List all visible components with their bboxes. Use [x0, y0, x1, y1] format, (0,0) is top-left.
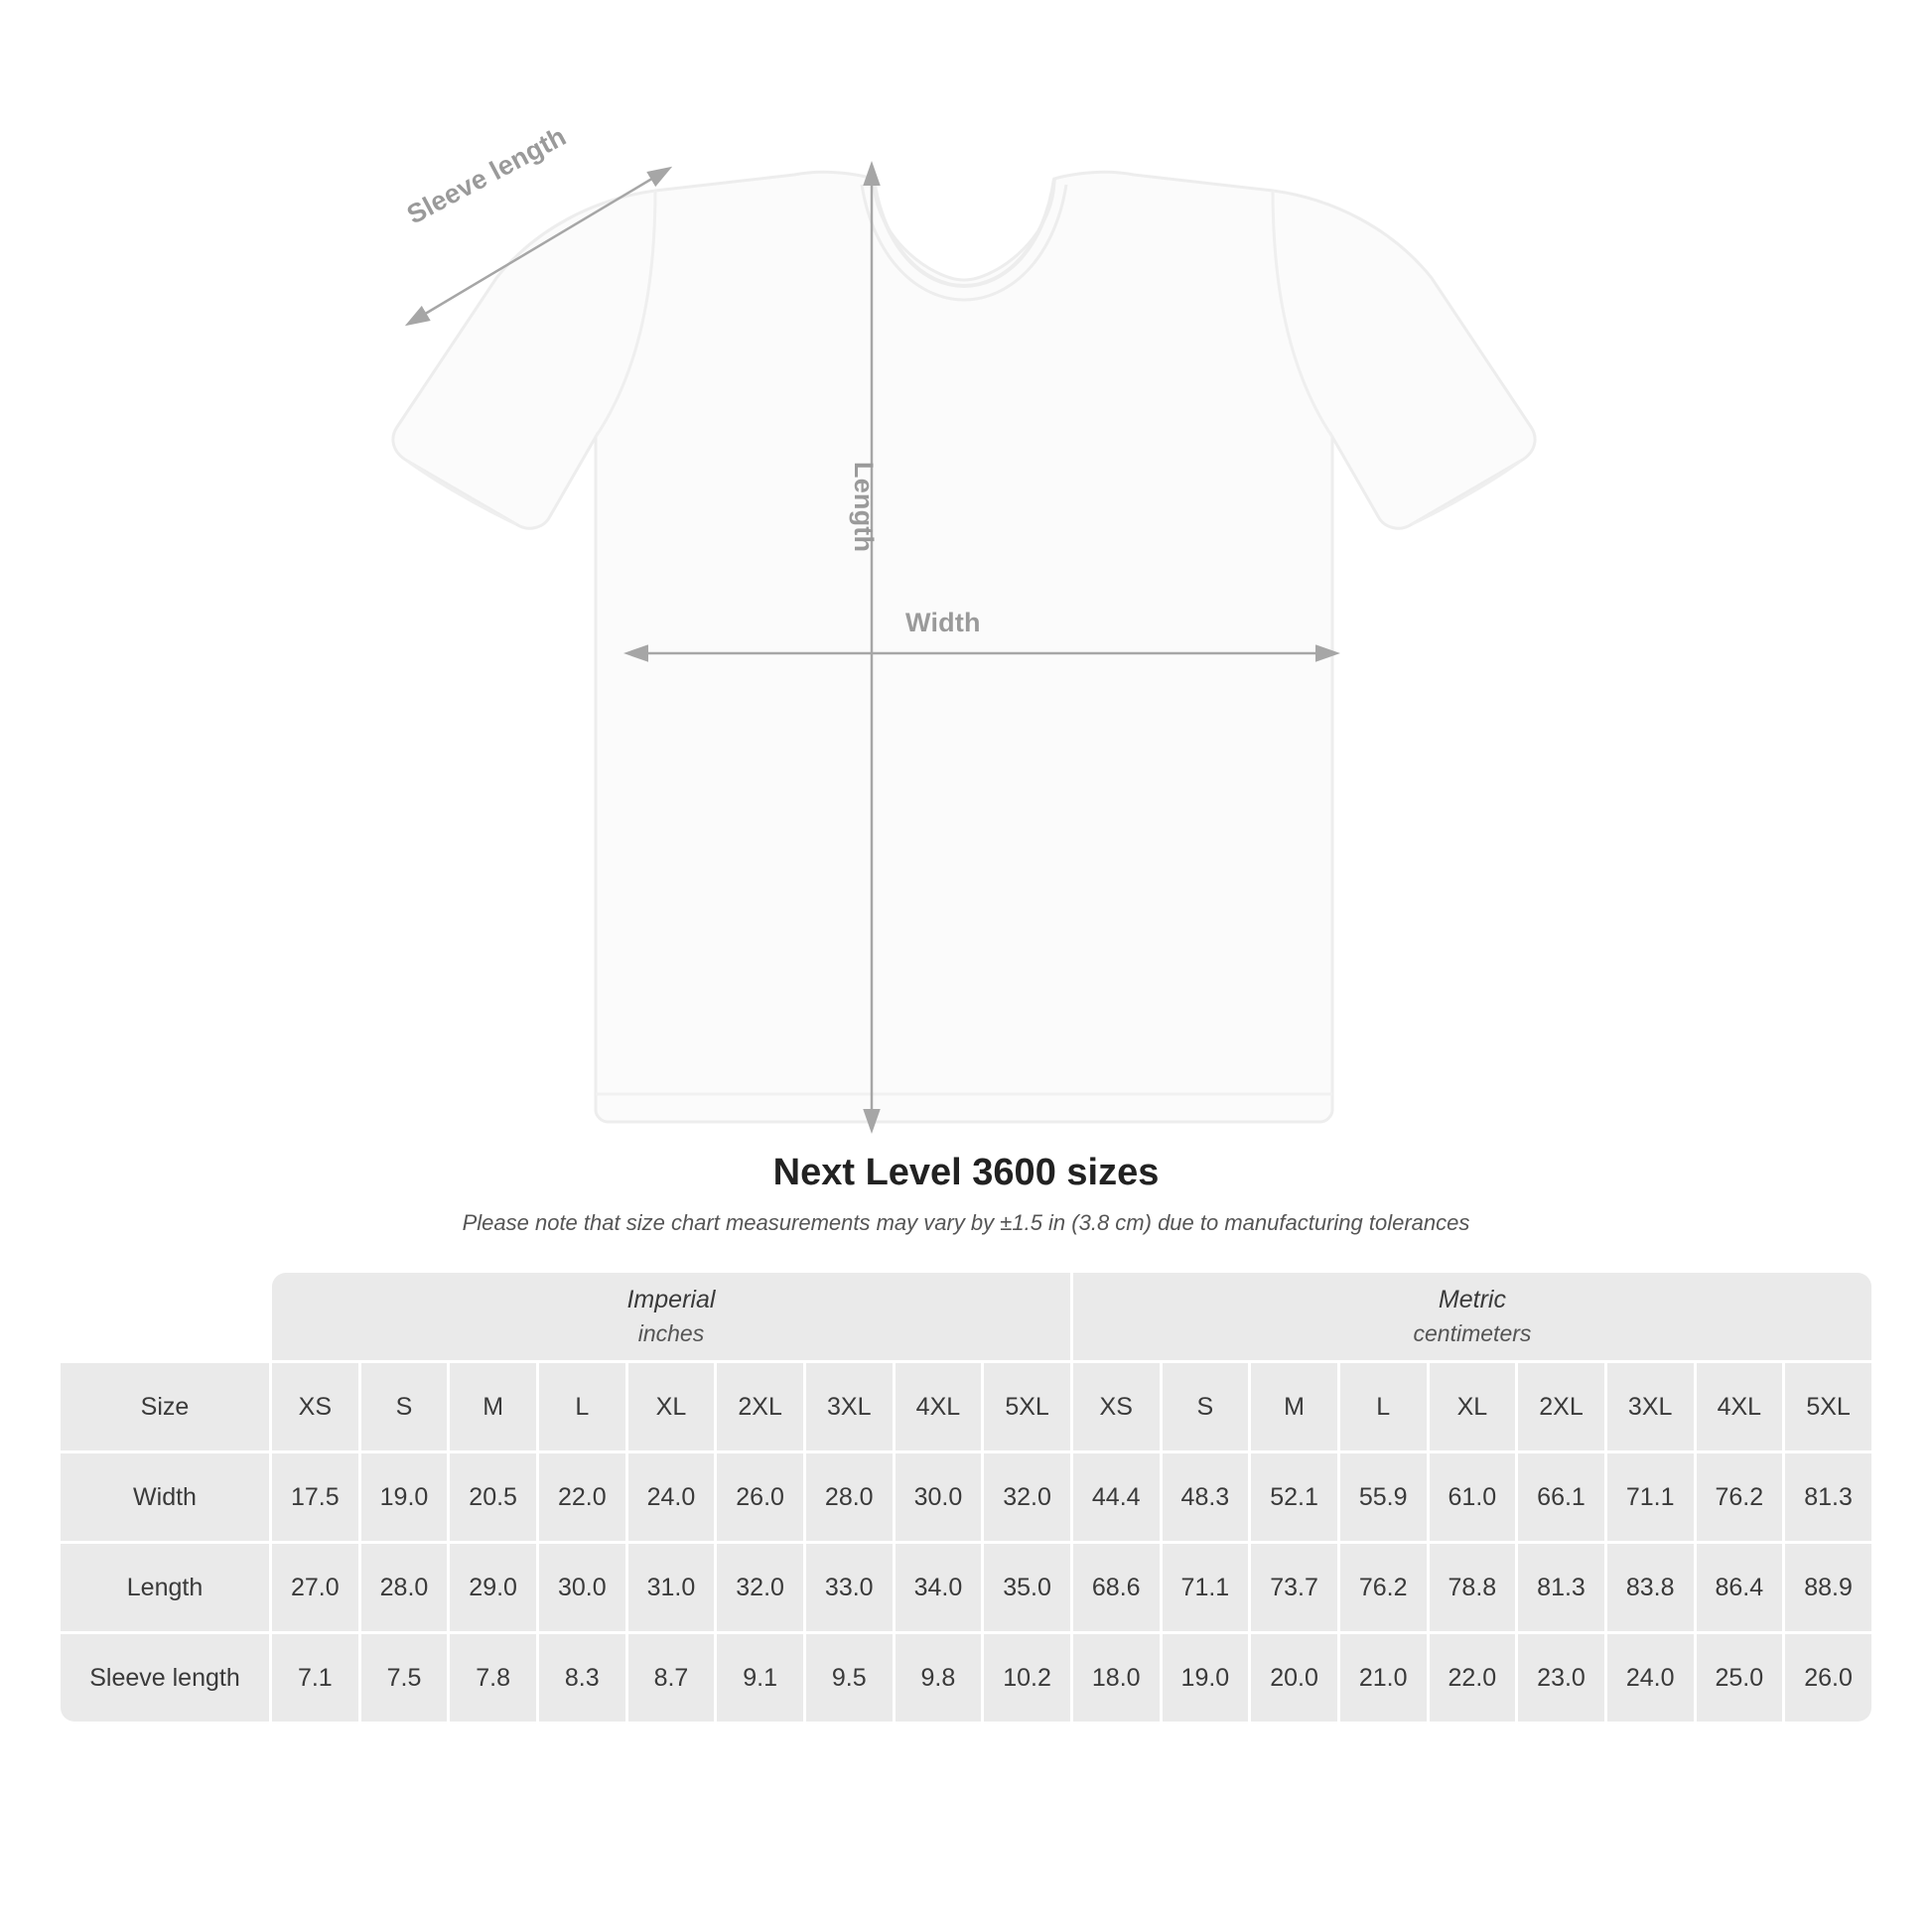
table-cell: 23.0 [1518, 1634, 1604, 1722]
table-cell: 28.0 [806, 1453, 893, 1541]
table-cell: 8.3 [539, 1634, 625, 1722]
unit-group-metric-sub: centimeters [1413, 1320, 1532, 1347]
size-header-cell: M [1251, 1363, 1337, 1450]
table-row [61, 1453, 1871, 1541]
table-cell: 7.5 [361, 1634, 448, 1722]
unit-group-metric-name: Metric [1438, 1286, 1506, 1313]
table-cell: 7.1 [272, 1634, 358, 1722]
unit-group-imperial-sub: inches [637, 1320, 705, 1347]
table-cell: 20.5 [450, 1453, 536, 1541]
size-header-cell: XL [1430, 1363, 1516, 1450]
table-cell: 52.1 [1251, 1453, 1337, 1541]
table-cell: 61.0 [1430, 1453, 1516, 1541]
table-cell: 27.0 [272, 1544, 358, 1631]
table-cell: 81.3 [1785, 1453, 1871, 1541]
size-row-label: Size [61, 1363, 269, 1450]
table-cell: 19.0 [1163, 1634, 1249, 1722]
size-header-cell: 3XL [806, 1363, 893, 1450]
table-cell: 76.2 [1340, 1544, 1427, 1631]
size-header-cell: M [450, 1363, 536, 1450]
table-cell: 24.0 [1607, 1634, 1694, 1722]
unit-group-imperial [272, 1273, 1070, 1360]
page-title: Next Level 3600 sizes [772, 1152, 1160, 1193]
unit-header-row [61, 1273, 1871, 1360]
size-header-cell: S [1163, 1363, 1249, 1450]
length-label: Length [849, 462, 879, 553]
table-cell: 71.1 [1607, 1453, 1694, 1541]
table-cell: 18.0 [1073, 1634, 1160, 1722]
unit-group-imperial-name: Imperial [626, 1286, 716, 1313]
table-cell: 48.3 [1163, 1453, 1249, 1541]
table-cell: 24.0 [628, 1453, 715, 1541]
table-cell: 9.8 [896, 1634, 982, 1722]
size-header-cell: L [1340, 1363, 1427, 1450]
table-cell: 33.0 [806, 1544, 893, 1631]
table-cell: 22.0 [539, 1453, 625, 1541]
width-label: Width [905, 608, 981, 637]
row-label-sleeve-length: Sleeve length [61, 1634, 269, 1722]
table-row [61, 1634, 1871, 1722]
size-chart-table [58, 1270, 1874, 1725]
size-header-cell: XS [1073, 1363, 1160, 1450]
size-header-row [61, 1363, 1871, 1450]
table-cell: 20.0 [1251, 1634, 1337, 1722]
size-table-wrap [0, 1270, 1932, 1725]
table-cell: 30.0 [896, 1453, 982, 1541]
table-cell: 9.5 [806, 1634, 893, 1722]
table-cell: 9.1 [717, 1634, 803, 1722]
table-cell: 22.0 [1430, 1634, 1516, 1722]
table-cell: 73.7 [1251, 1544, 1337, 1631]
table-cell: 29.0 [450, 1544, 536, 1631]
table-cell: 8.7 [628, 1634, 715, 1722]
table-cell: 55.9 [1340, 1453, 1427, 1541]
table-cell: 76.2 [1697, 1453, 1783, 1541]
size-header-cell: XS [272, 1363, 358, 1450]
sleeve-length-label: Sleeve length [402, 121, 572, 230]
size-header-cell: S [361, 1363, 448, 1450]
table-cell: 86.4 [1697, 1544, 1783, 1631]
table-cell: 35.0 [984, 1544, 1070, 1631]
table-cell: 88.9 [1785, 1544, 1871, 1631]
table-cell: 32.0 [984, 1453, 1070, 1541]
size-header-cell: 4XL [1697, 1363, 1783, 1450]
table-cell: 81.3 [1518, 1544, 1604, 1631]
title-block [0, 1152, 1932, 1236]
row-label-width: Width [61, 1453, 269, 1541]
table-cell: 28.0 [361, 1544, 448, 1631]
size-header-cell: 2XL [717, 1363, 803, 1450]
table-cell: 26.0 [1785, 1634, 1871, 1722]
size-header-cell: 5XL [1785, 1363, 1871, 1450]
size-header-cell: 4XL [896, 1363, 982, 1450]
table-cell: 32.0 [717, 1544, 803, 1631]
table-cell: 34.0 [896, 1544, 982, 1631]
size-header-cell: 3XL [1607, 1363, 1694, 1450]
table-cell: 30.0 [539, 1544, 625, 1631]
unit-group-metric [1073, 1273, 1871, 1360]
table-cell: 17.5 [272, 1453, 358, 1541]
size-header-cell: 2XL [1518, 1363, 1604, 1450]
table-cell: 21.0 [1340, 1634, 1427, 1722]
corner-cell [61, 1273, 269, 1360]
tshirt-shape [393, 172, 1535, 1122]
table-cell: 44.4 [1073, 1453, 1160, 1541]
size-header-cell: L [539, 1363, 625, 1450]
table-cell: 66.1 [1518, 1453, 1604, 1541]
table-cell: 7.8 [450, 1634, 536, 1722]
table-row [61, 1544, 1871, 1631]
size-header-cell: XL [628, 1363, 715, 1450]
size-header-cell: 5XL [984, 1363, 1070, 1450]
table-cell: 31.0 [628, 1544, 715, 1631]
table-cell: 71.1 [1163, 1544, 1249, 1631]
table-cell: 78.8 [1430, 1544, 1516, 1631]
row-label-length: Length [61, 1544, 269, 1631]
tolerance-note: Please note that size chart measurements may vary by ±1.5 in (3.8 cm) due to manufacturing tolerances [462, 1210, 1470, 1235]
table-cell: 19.0 [361, 1453, 448, 1541]
table-cell: 26.0 [717, 1453, 803, 1541]
table-cell: 68.6 [1073, 1544, 1160, 1631]
table-cell: 10.2 [984, 1634, 1070, 1722]
table-cell: 83.8 [1607, 1544, 1694, 1631]
table-cell: 25.0 [1697, 1634, 1783, 1722]
